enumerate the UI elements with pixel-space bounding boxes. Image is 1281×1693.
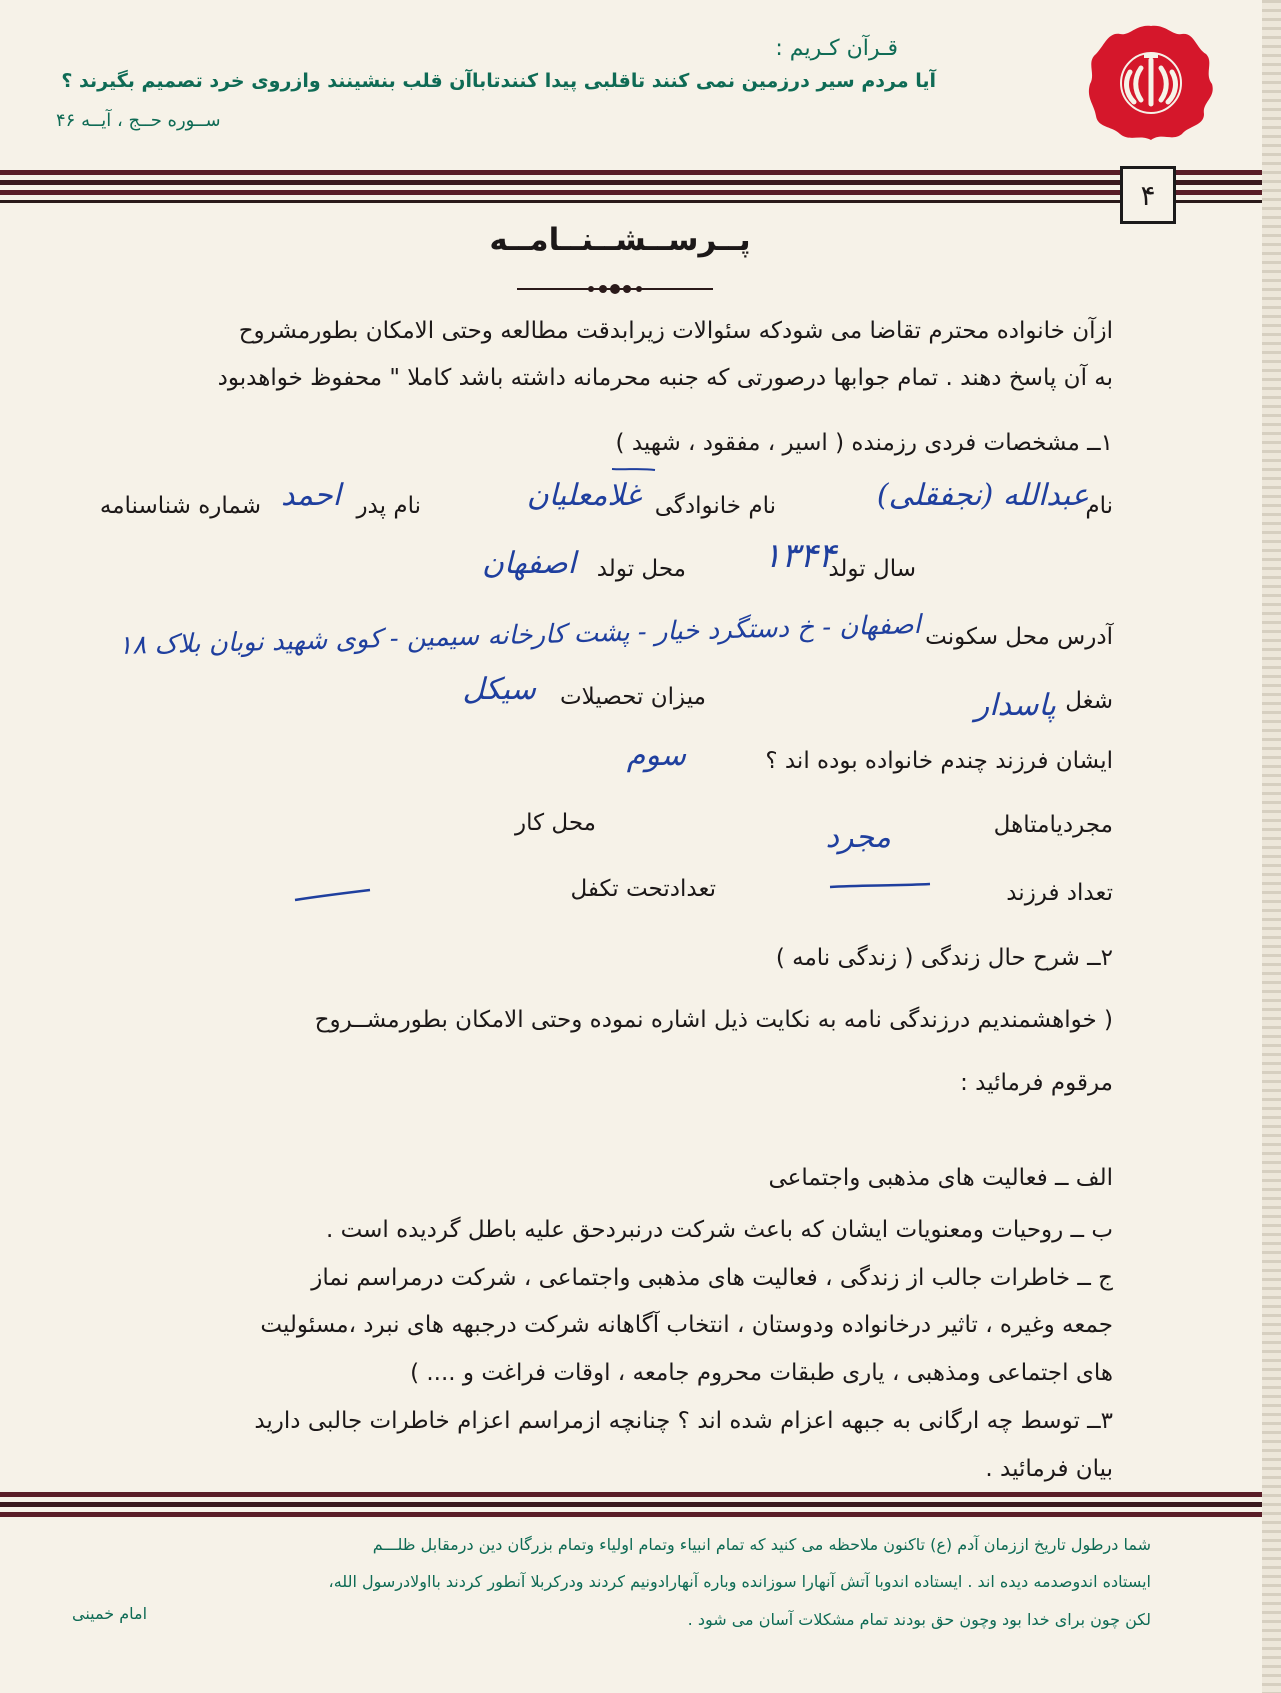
- footer-quote: ایستاده اندوصدمه دیده اند . ایستاده اندوبا آتش آنهارا سوزانده وباره آنهارادونیم کردند ودرکربلا آنطور کردند بااولادرسول الله،: [328, 1572, 1151, 1591]
- education-value: سیکل: [462, 672, 536, 707]
- address-label: آدرس محل سکونت: [925, 624, 1113, 650]
- child-order-value: سوم: [626, 738, 686, 773]
- section2-heading: ۲ــ شرح حال زندگی ( زندگی نامه ): [775, 945, 1113, 971]
- birth-year-value: ۱۳۴۴: [762, 536, 836, 576]
- marital-status-value: مجرد: [825, 820, 891, 855]
- section3-question: بیان فرمائید .: [985, 1456, 1113, 1482]
- page-title: پــرســشــنــامــه: [489, 222, 751, 258]
- top-rule: [0, 180, 1262, 185]
- footer-signature: امام خمینی: [72, 1604, 148, 1623]
- biography-item-a: الف ــ فعالیت های مذهبی واجتماعی: [768, 1165, 1113, 1191]
- bottom-rule: [0, 1512, 1262, 1517]
- binding-edge: [1262, 0, 1281, 1693]
- father-name-value: احمد: [281, 478, 341, 513]
- intro-line: به آن پاسخ دهند . تمام جوابها درصورتی که جنبه محرمانه داشته باشد کاملا " محفوظ خواهدبود: [217, 365, 1113, 391]
- job-label: شغل: [1065, 688, 1113, 714]
- bottom-rule: [0, 1502, 1262, 1507]
- section3-question: ۳ــ توسط چه ارگانی به جبهه اعزام شده اند ؟ چنانچه ازمراسم اعزام خاطرات جالبی دارید: [254, 1408, 1113, 1434]
- footer-quote: شما درطول تاریخ اززمان آدم (ع) تاکنون ملاحظه می کنید که تمام انبیاء وتمام اولیاء وتمام بزرگان دین درمقابل ظلـــم: [372, 1535, 1151, 1554]
- biography-item-c: ج ــ خاطرات جالب از زندگی ، فعالیت های مذهبی واجتماعی ، شرکت درمراسم نماز: [311, 1265, 1113, 1291]
- workplace-label: محل کار: [515, 810, 596, 836]
- birth-place-label: محل تولد: [596, 556, 686, 582]
- quran-verse-reference: ســوره حــج ، آیــه ۴۶: [56, 110, 221, 131]
- section2-instruction: ( خواهشمندیم درزندگی نامه به نکایت ذیل اشاره نموده وحتی الامکان بطورمشــروح: [314, 1007, 1113, 1033]
- section2-instruction: مرقوم فرمائید :: [960, 1070, 1113, 1096]
- quran-verse: آیا مردم سیر درزمین نمی کنند تاقلبی پیدا کنندتاباآن قلب بنشینند وازروی خرد تصمیم بگیرند ؟: [61, 70, 936, 92]
- father-name-label: نام پدر: [356, 493, 421, 519]
- emblem-icon: [1086, 22, 1216, 144]
- name-value: عبدالله (نجفقلی): [876, 478, 1089, 513]
- title-ornament-icon: [515, 279, 715, 299]
- biography-item-c: های اجتماعی ومذهبی ، یاری طبقات محروم جامعه ، اوقات فراغت و .... ): [410, 1360, 1113, 1386]
- biography-item-c: جمعه وغیره ، تاثیر درخانواده ودوستان ، انتخاب آگاهانه شرکت درجبهه های نبرد ،مسئولیت: [260, 1312, 1113, 1338]
- education-label: میزان تحصیلات: [559, 684, 706, 710]
- child-order-label: ایشان فرزند چندم خانواده بوده اند ؟: [765, 748, 1113, 774]
- birth-year-label: سال تولد: [828, 556, 916, 582]
- birth-place-value: اصفهان: [482, 546, 576, 581]
- id-number-label: شماره شناسنامه: [99, 493, 261, 519]
- top-rule: [0, 170, 1262, 175]
- intro-line: ازآن خانواده محترم تقاضا می شودکه سئوالات زیرابدقت مطالعه وحتی الامکان بطورمشروح: [238, 318, 1113, 344]
- section1-heading: ۱ــ مشخصات فردی رزمنده ( اسیر ، مفقود ، شهید ): [615, 430, 1113, 456]
- quran-label: قـرآن کـریم :: [775, 36, 898, 61]
- children-count-label: تعداد فرزند: [1006, 880, 1113, 906]
- biography-item-b: ب ــ روحیات ومعنویات ایشان که باعث شرکت درنبردحق علیه باطل گردیده است .: [325, 1217, 1113, 1243]
- top-rule: [0, 200, 1262, 203]
- footer-quote: لکن چون برای خدا بود وچون حق بودند تمام مشکلات آسان می شود .: [687, 1610, 1151, 1629]
- dependents-label: تعدادتحت تکفل: [570, 876, 716, 902]
- marital-status-label: مجردیامتاهل: [993, 812, 1113, 838]
- family-name-label: نام خانوادگی: [654, 493, 776, 519]
- bottom-rule: [0, 1492, 1262, 1497]
- top-rule: [0, 190, 1262, 195]
- address-value: اصفهان - خ دستگرد خیار - پشت کارخانه سیمین - کوی شهید نوبان بلاک ۱۸: [118, 610, 922, 662]
- name-label: نام: [1085, 493, 1113, 519]
- page-number: ۴: [1120, 166, 1176, 224]
- family-name-value: غلامعلیان: [526, 478, 641, 513]
- job-value: پاسدار: [974, 688, 1056, 723]
